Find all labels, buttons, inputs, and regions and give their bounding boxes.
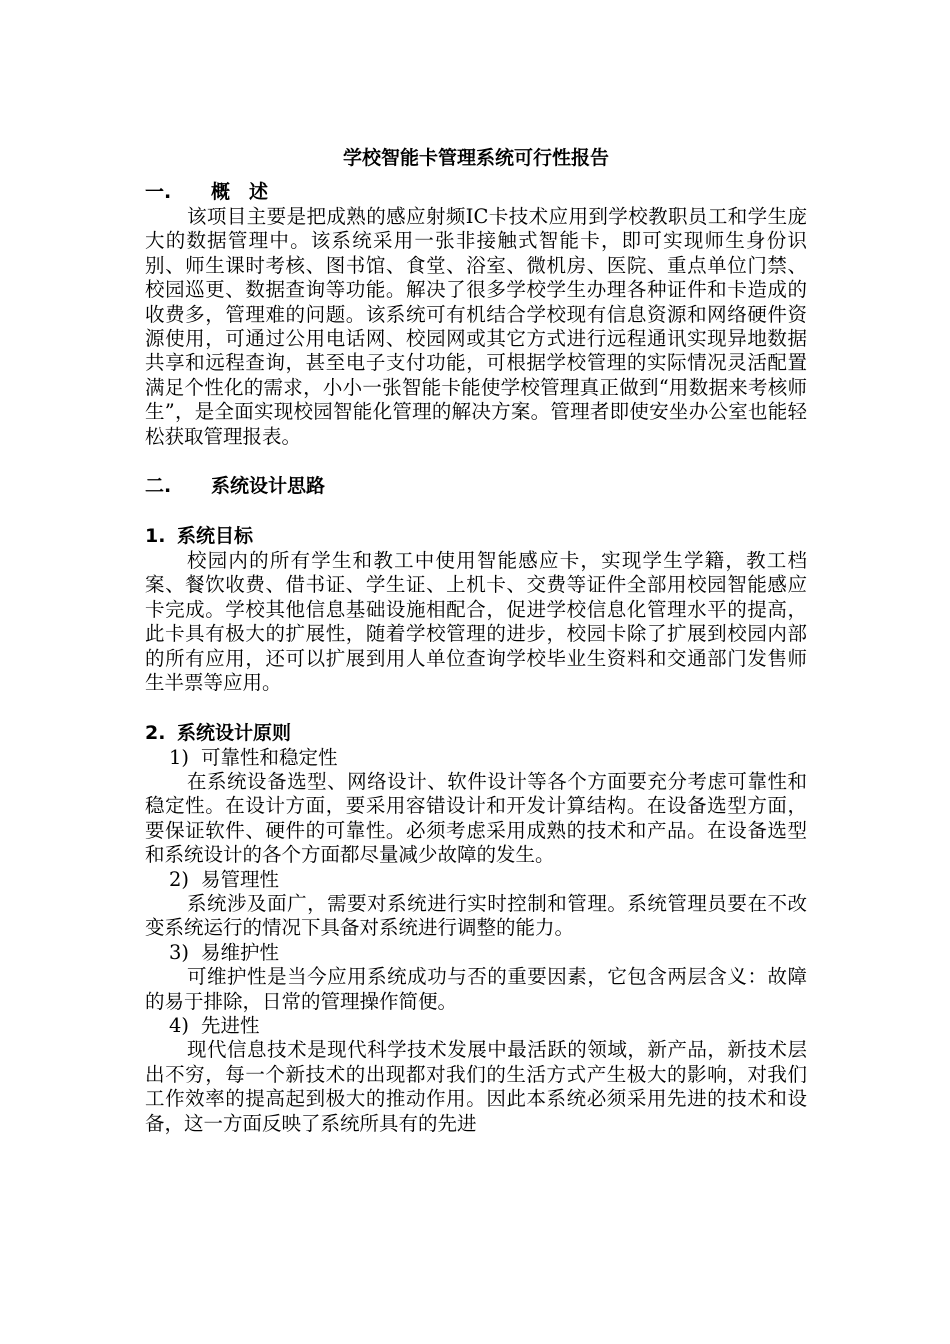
principle-item-advancement	[145, 1014, 807, 1038]
principle-item-manageability	[145, 868, 807, 892]
section-number: 二.	[145, 475, 172, 498]
spacer	[145, 696, 807, 720]
overview-paragraph: 该项目主要是把成熟的感应射频IC卡技术应用到学校教职员工和学生庞大的数据管理中。该系统采用一张非接触式智能卡，即可实现师生身份识别、师生课时考核、图书馆、食堂、浴室、微机房、医院、重点单位门禁、校园巡更、数据查询等功能。解决了很多学校学生办理各种证件和卡造成的收费多，管理难的问题。该系统可有机结合学校现有信息资源和网络硬件资源使用，可通过公用电话网、校园网或其它方式进行远程通讯实现异地数据共享和远程查询，甚至电子支付功能，可根据学校管理的实际情况灵活配置满足个性化的需求，小小一张智能卡能使学校管理真正做到“用数据来考核师生”，是全面实现校园智能化管理的解决方案。管理者即使安坐办公室也能轻松获取管理报表。	[145, 205, 807, 448]
item-title: 易管理性	[201, 867, 280, 891]
subsection-heading-principles	[145, 720, 807, 746]
principle-item-reliability	[145, 746, 807, 770]
item-number: 3)	[169, 940, 190, 964]
spacer	[145, 449, 807, 473]
item-number: 2)	[169, 867, 190, 891]
section-heading-design	[145, 473, 807, 499]
manageability-paragraph: 系统涉及面广，需要对系统进行实时控制和管理。系统管理员要在不改变系统运行的情况下具备对系统进行调整的能力。	[145, 891, 807, 940]
item-title: 易维护性	[201, 940, 280, 964]
reliability-paragraph: 在系统设备选型、网络设计、软件设计等各个方面要充分考虑可靠性和稳定性。在设计方面，要采用容错设计和开发计算结构。在设备选型方面，要保证软件、硬件的可靠性。必须考虑采用成熟的技术和产品。在设备选型和系统设计的各个方面都尽量减少故障的发生。	[145, 769, 807, 867]
document-title: 学校智能卡管理系统可行性报告	[342, 147, 609, 169]
document-page	[145, 143, 807, 1136]
item-number: 4)	[169, 1013, 190, 1037]
section-heading-overview	[145, 179, 807, 205]
principle-item-maintainability	[145, 941, 807, 965]
item-title: 先进性	[201, 1013, 260, 1037]
subsection-heading-goals	[145, 523, 807, 549]
subsection-number: 1.	[145, 525, 166, 548]
advancement-paragraph: 现代信息技术是现代科学技术发展中最活跃的领域，新产品，新技术层出不穷，每一个新技术的出现都对我们的生活方式产生极大的影响，对我们工作效率的提高起到极大的推动作用。因此本系统必须采用先进的技术和设备，这一方面反映了系统所具有的先进	[145, 1038, 807, 1135]
subsection-number: 2.	[145, 721, 166, 744]
spacer	[145, 499, 807, 523]
goals-paragraph: 校园内的所有学生和教工中使用智能感应卡，实现学生学籍，教工档案、餐饮收费、借书证、学生证、上机卡、交费等证件全部用校园智能感应卡完成。学校其他信息基础设施相配合，促进学校信息化管理水平的提高，此卡具有极大的扩展性，随着学校管理的进步，校园卡除了扩展到校园内部的所有应用，还可以扩展到用人单位查询学校毕业生资料和交通部门发售师生半票等应用。	[145, 549, 807, 695]
section-number: 一.	[145, 181, 172, 203]
section-title: 系统设计思路	[211, 475, 326, 498]
subsection-title: 系统目标	[177, 525, 254, 548]
maintainability-paragraph: 可维护性是当今应用系统成功与否的重要因素，它包含两层含义：故障的易于排除，日常的管理操作简便。	[145, 965, 807, 1013]
section-title: 概 述	[211, 181, 269, 203]
subsection-title: 系统设计原则	[177, 721, 292, 744]
item-number: 1)	[169, 745, 190, 769]
item-title: 可靠性和稳定性	[201, 745, 338, 769]
